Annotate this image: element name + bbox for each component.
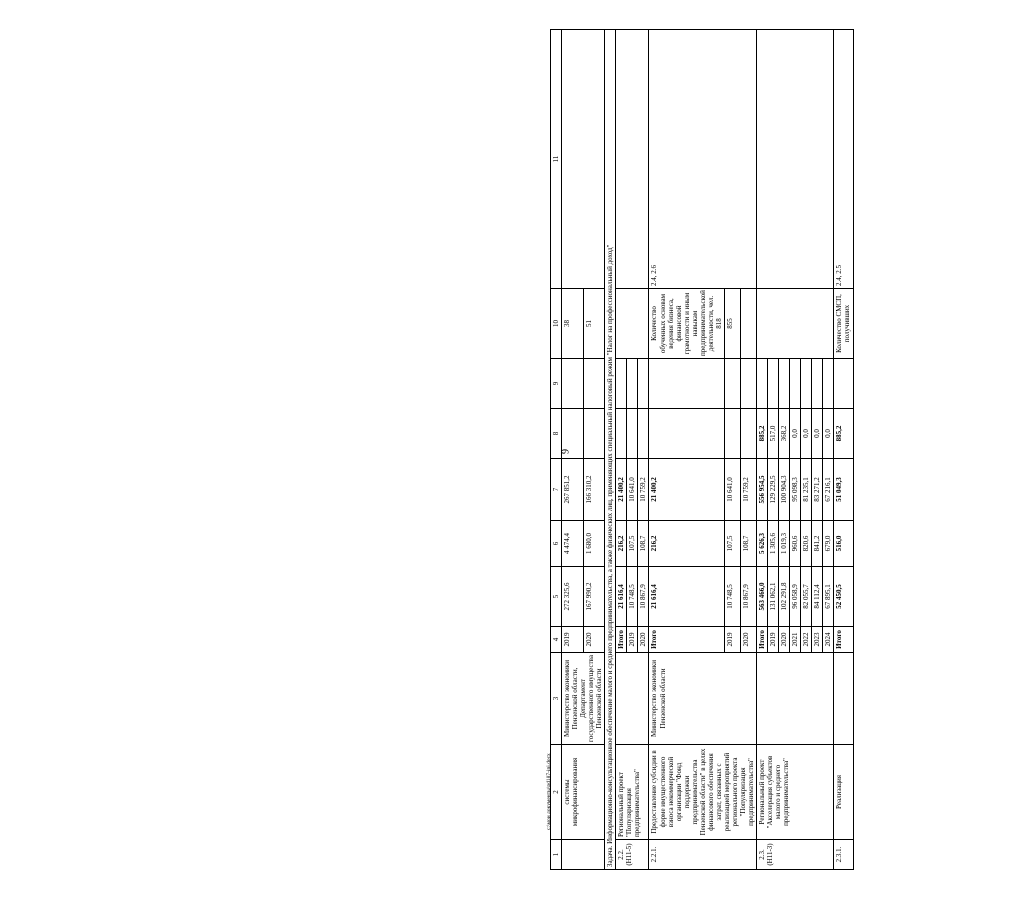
col-header: 6 (551, 521, 562, 567)
cont-responsible: Министерство экономики Пензенской области, Департамент государственного имущества Пензенской области (562, 653, 605, 745)
col-header: 5 (551, 567, 562, 627)
table-row: 2019 10 748,5 107,5 10 641,0 855 (724, 30, 740, 870)
program-table (550, 29, 854, 870)
col-header: 9 (551, 359, 562, 409)
col-header: 8 (551, 409, 562, 459)
table-row: 2.2.1. Предоставление субсидии в форме имущественного взноса некоммерческой организации "Фонд поддержки предпринимательства Пензенской области" в целях финансового обеспечения затрат, связанных с реализацией мероприятий регионального проекта "Популяризация предпринимательства" Министерство экономики Пензенской области Итого 21 616,4 216,2 21 400,2 Количество обученных основам ведения бизнеса, финансовой грамотности и иным навыкам предпринимательской деятельности, чел. 818 2.4, 2.6 (649, 30, 724, 870)
col-header: 2 (551, 745, 562, 840)
cont-name: системы микрофинансирования (562, 745, 605, 840)
table-row: 2022 82 055,7 820,6 81 235,1 0,0 (801, 30, 812, 870)
header-row (551, 30, 562, 870)
col-header: 4 (551, 627, 562, 653)
footer-path: c:\мои документы\pd187-ini.docx (546, 753, 552, 830)
col-header: 7 (551, 459, 562, 521)
col-header: 3 (551, 653, 562, 745)
table-row: системы микрофинансирования Министерство экономики Пензенской области, Департамент государственного имущества Пензенской области 2019 272 325,6 4 474,4 267 851,2 38 (562, 30, 584, 870)
table-row: 2020 10 867,9 108,7 10 759,2 (740, 30, 756, 870)
table-row: 2021 96 058,9 960,6 95 098,3 0,0 (790, 30, 801, 870)
table-row: 2019 10 748,5 107,5 10 641,0 (627, 30, 638, 870)
table-row: 2023 84 112,4 841,2 83 271,2 0,0 (812, 30, 823, 870)
table-row: 2.3. (Н11-3) Региональный проект "Акселерация субъектов малого и среднего предпринимательства" Итого 563 466,0 5 626,3 556 954,5 885,2 (757, 30, 768, 870)
col-header: 11 (551, 30, 562, 289)
table-row: 2020 167 990,2 1 680,0 166 310,2 51 (583, 30, 605, 870)
table-row: 2.2. (Н11-5) Региональный проект "Популяризация предпринимательства" Итого 21 616,4 216,2 21 400,2 (616, 30, 627, 870)
table-row: 2019 131 062,1 1 305,6 129 229,5 517,0 (768, 30, 779, 870)
table-row: 2024 67 895,1 679,0 67 216,1 0,0 (823, 30, 834, 870)
task-row (605, 30, 616, 870)
table-row: 2020 102 291,8 1 019,3 100 904,3 368,2 (779, 30, 790, 870)
task-text: Задача. Информационно-консультационное обеспечение малого и среднего предпринимательства, а также физических лиц, применяющих специальный налоговый режим "Налог на профессиональный доход" (605, 30, 616, 870)
table-row: 2020 10 867,9 108,7 10 759,2 (638, 30, 649, 870)
col-header: 10 (551, 289, 562, 359)
page-number: 9 (560, 449, 572, 454)
col-header: 1 (551, 840, 562, 870)
rotated-table-container (550, 30, 1025, 870)
table-row: 2.3.1. Реализация Итого 52 450,5 516,0 51 049,3 885,2 Количество СМСП, получивших 2.4, 2.5 (834, 30, 853, 870)
